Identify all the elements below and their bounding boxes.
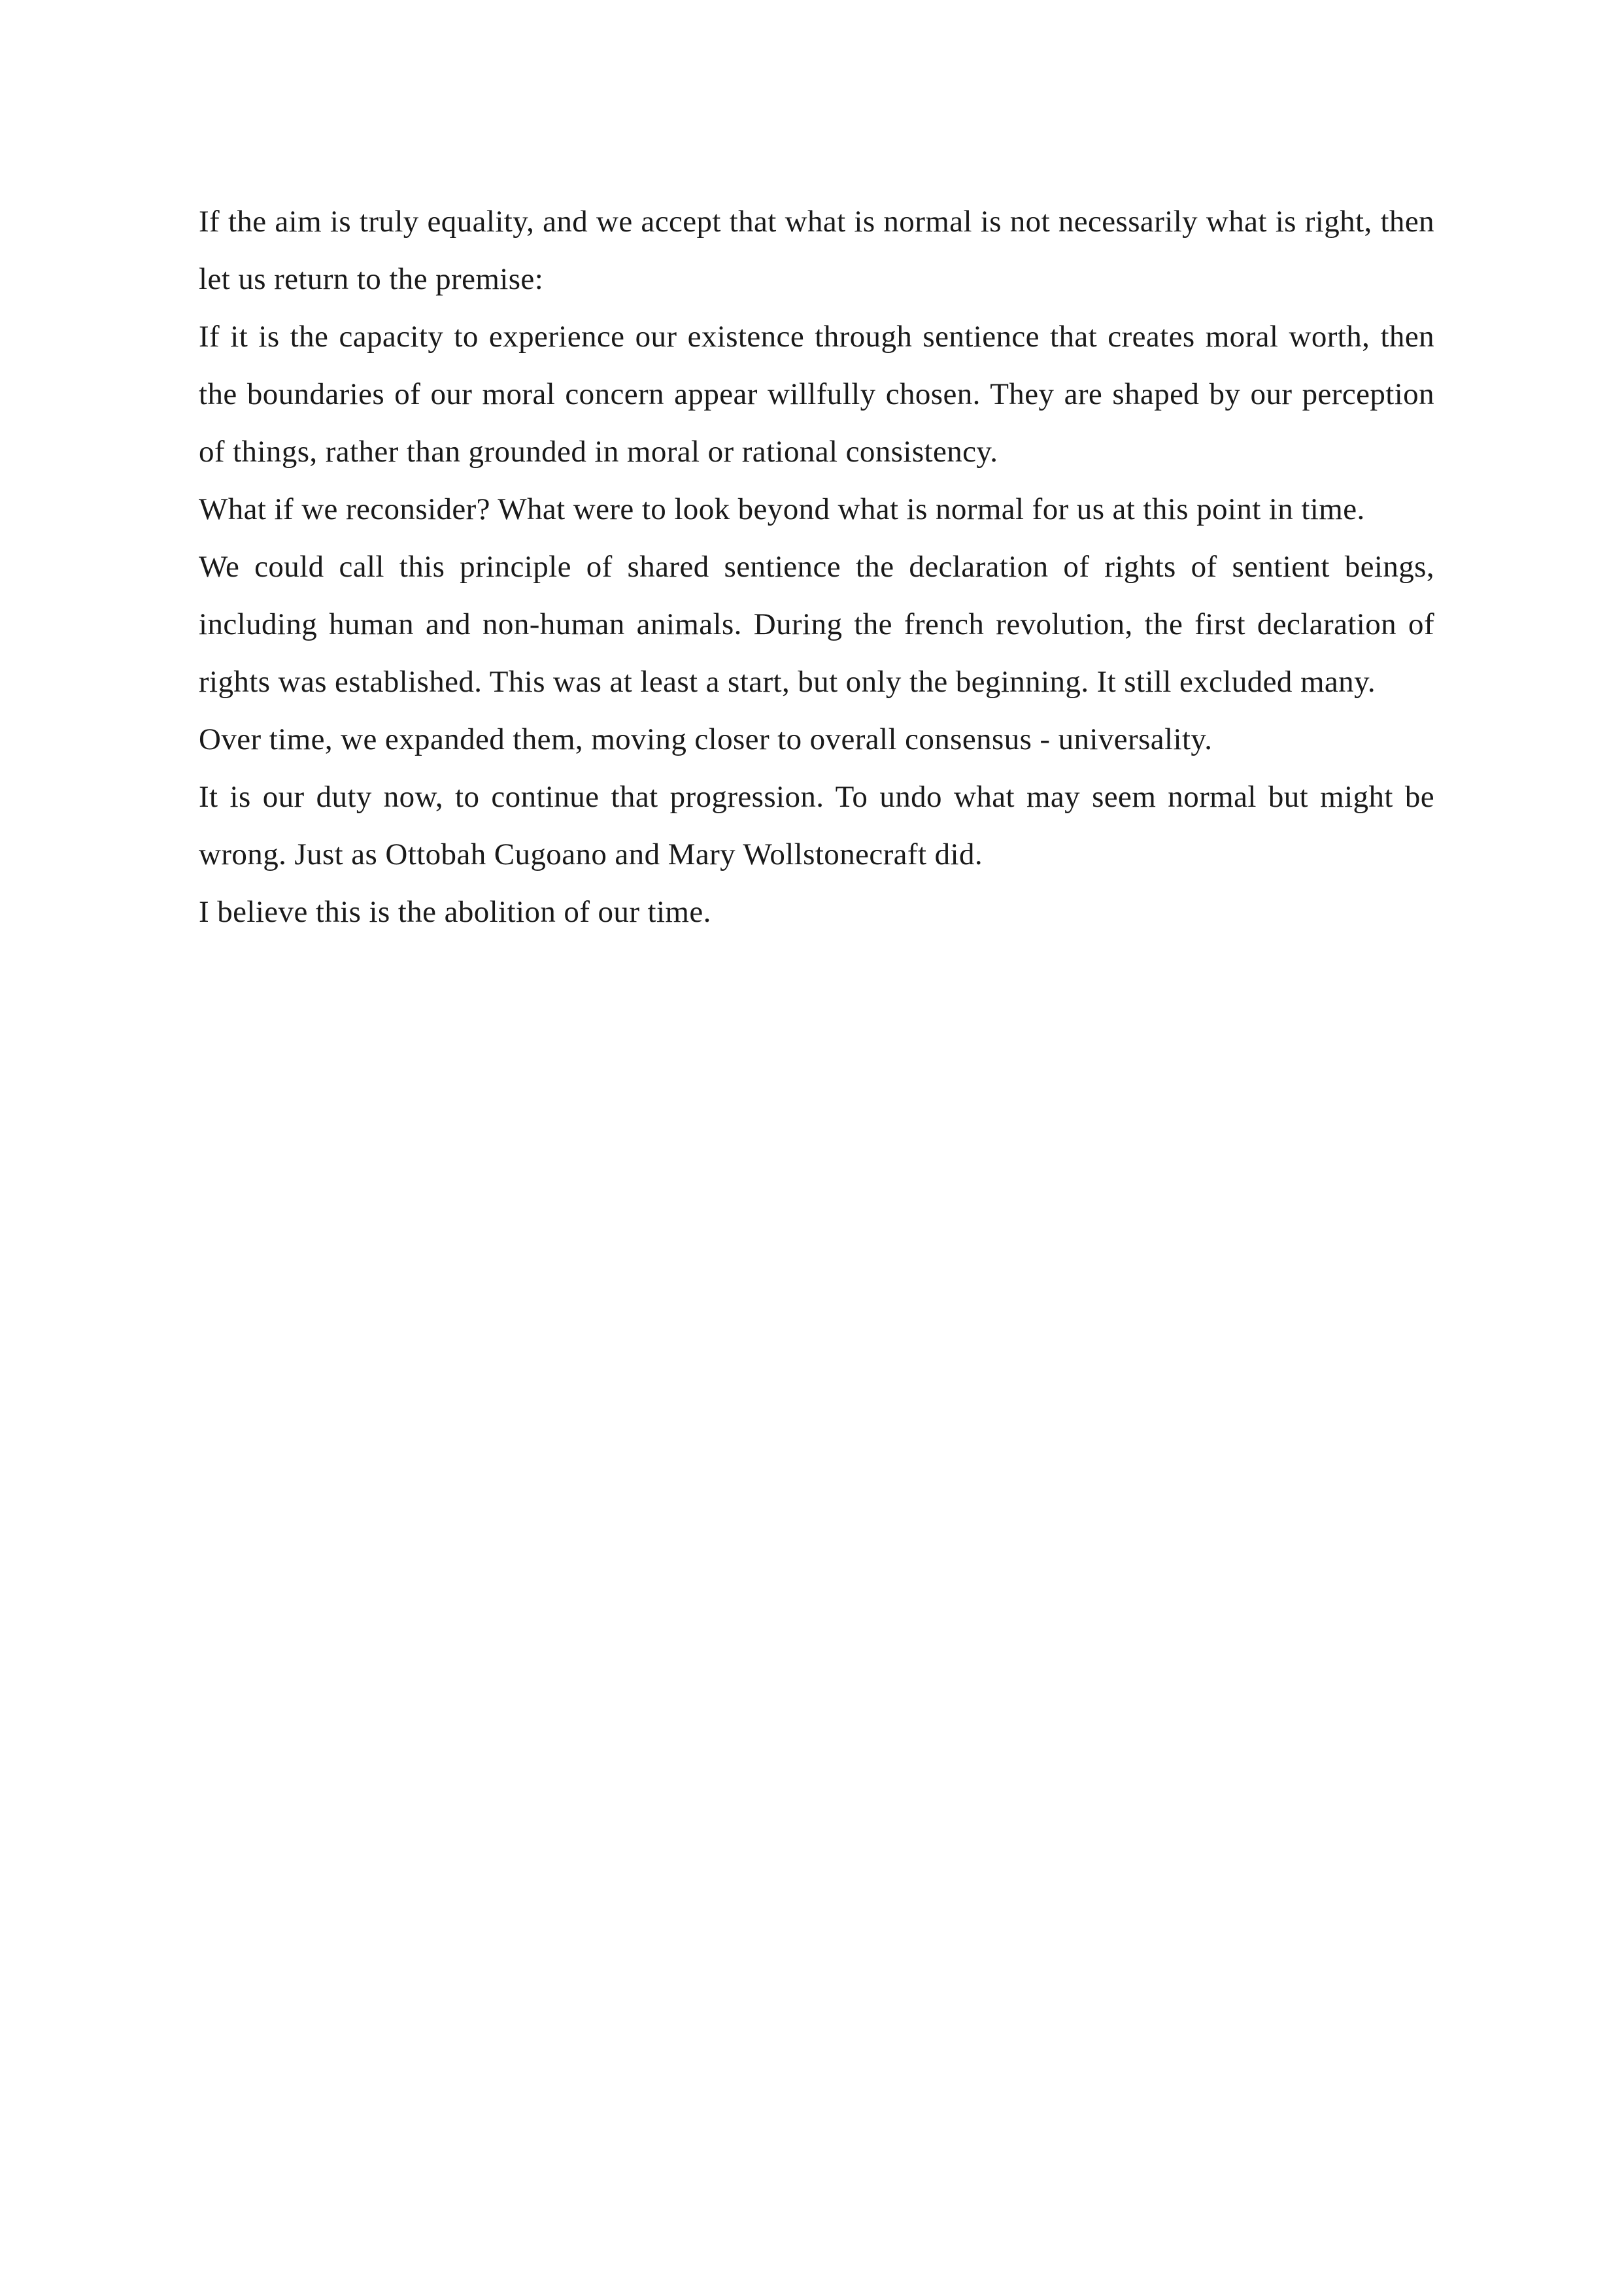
- paragraph-our-duty: It is our duty now, to continue that progression. To undo what may seem normal but might be wrong. Just as Ottobah Cugoano and Mary Wollstonecraft did.: [199, 780, 1434, 871]
- paragraph-abolition: I believe this is the abolition of our time.: [199, 895, 711, 929]
- paragraph-reconsider: What if we reconsider? What were to look beyond what is normal for us at this point in time.: [199, 492, 1365, 526]
- paragraph-equality-premise: If the aim is truly equality, and we accept that what is normal is not necessarily what is right, then let us return to the premise:: [199, 205, 1434, 296]
- paragraph-universality: Over time, we expanded them, moving closer to overall consensus - universality.: [199, 722, 1213, 756]
- paragraph-declaration-of-rights: We could call this principle of shared sentience the declaration of rights of sentient beings, including human and non-human animals. During the french revolution, the first declaration of rights was established. This was at least a start, but only the beginning. It still excluded many.: [199, 550, 1434, 699]
- paragraph-sentience-moral-worth: If it is the capacity to experience our existence through sentience that creates moral worth, then the boundaries of our moral concern appear willfully chosen. They are shaped by our perception of things, rather than grounded in moral or rational consistency.: [199, 320, 1434, 469]
- body-text: [199, 193, 1434, 941]
